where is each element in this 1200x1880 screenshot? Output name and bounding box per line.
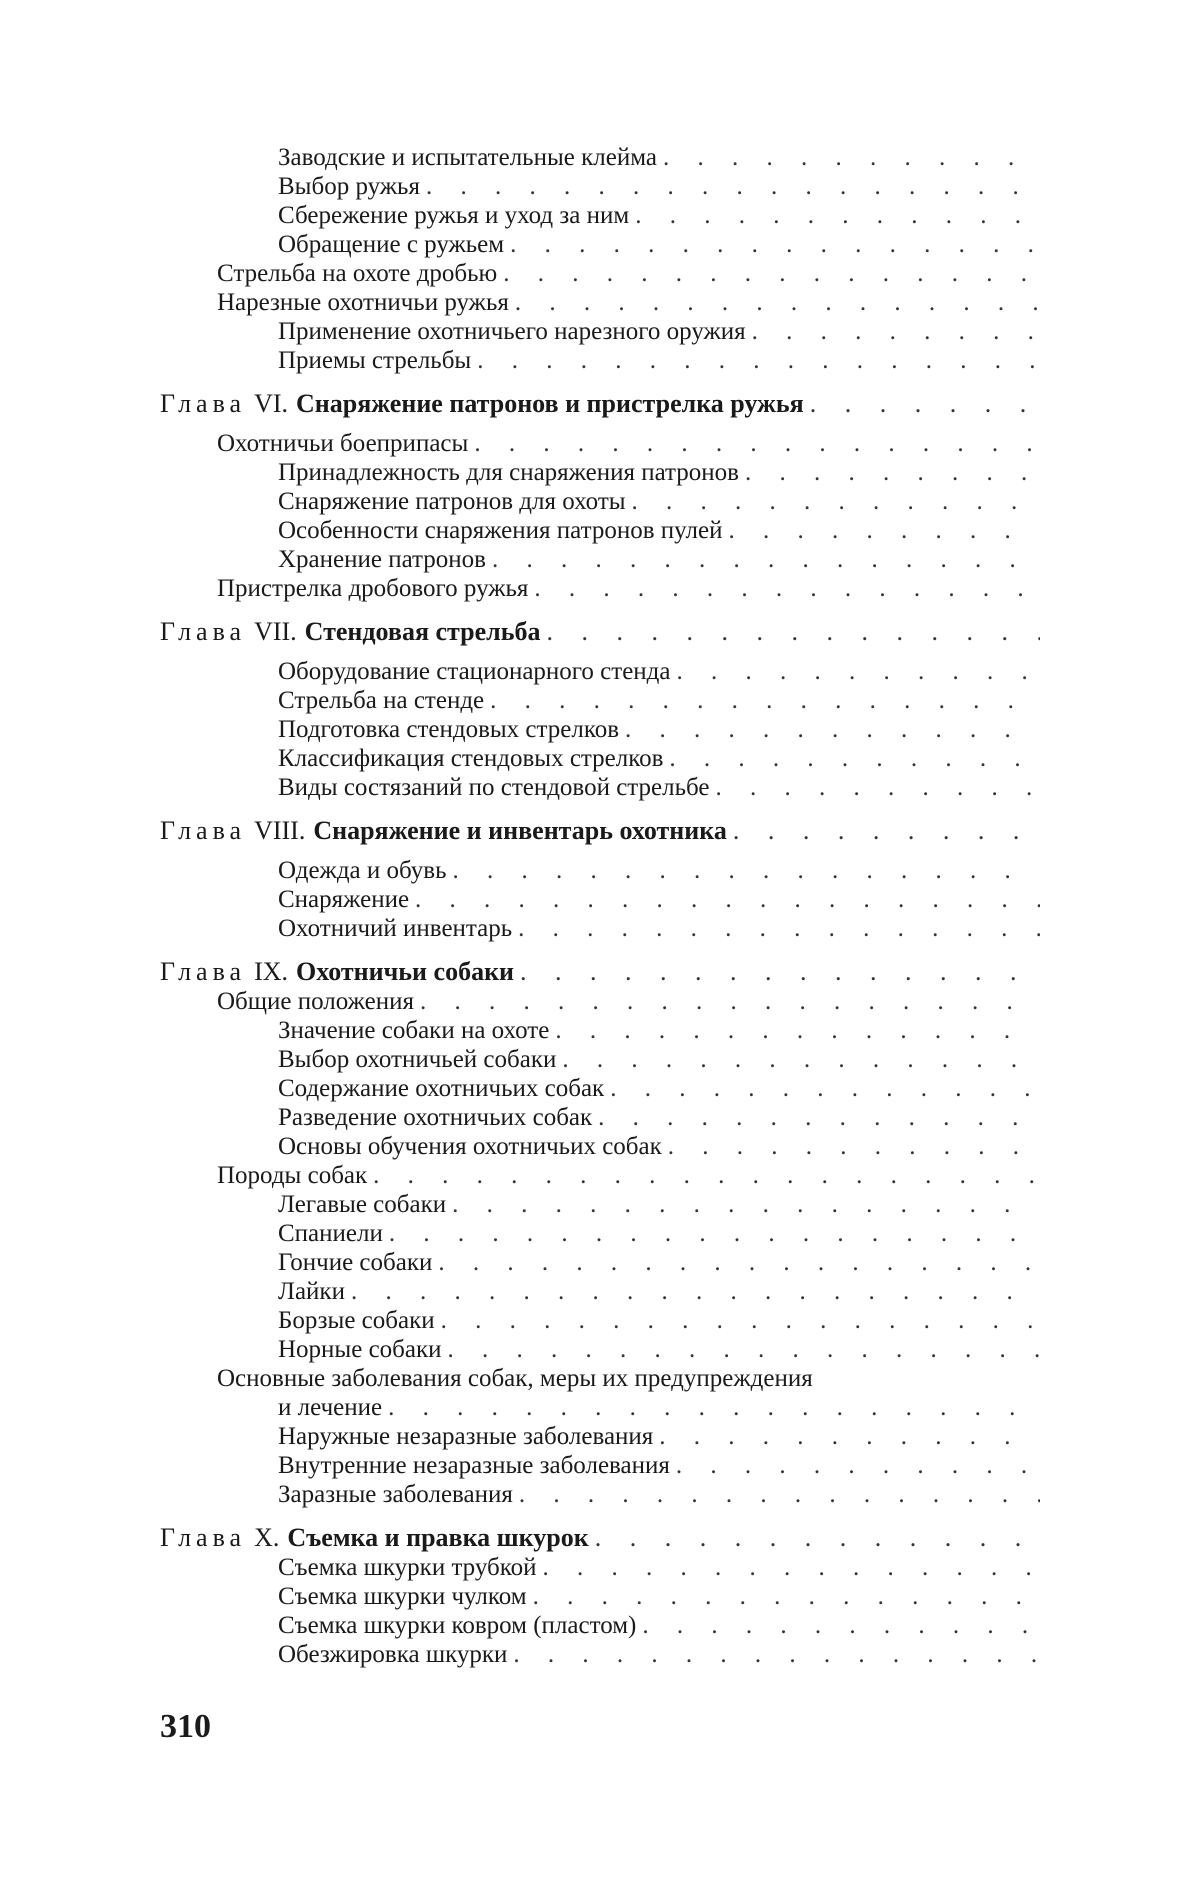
toc-entry-text: Значение собаки на охоте — [278, 1017, 550, 1044]
dot-leader — [562, 1045, 1040, 1074]
dot-leader — [595, 1523, 1040, 1553]
toc-entry-text: Охотничий инвентарь — [278, 915, 513, 942]
toc-entry — [160, 1248, 1040, 1277]
dot-leader — [668, 1132, 1040, 1161]
toc-entry — [160, 1335, 1040, 1364]
chapter-label: Глава — [160, 816, 247, 845]
chapter-heading-text — [160, 957, 514, 987]
toc-entry-text: Сбережение ружья и уход за ним — [278, 202, 630, 229]
chapter-heading — [160, 816, 1040, 846]
chapter-number: VI. — [254, 389, 289, 418]
toc-entry-text: Лайки — [278, 1278, 345, 1305]
dot-leader — [715, 773, 1040, 802]
dot-leader — [635, 201, 1040, 230]
toc-entry — [160, 201, 1040, 230]
dot-leader — [452, 1190, 1040, 1219]
toc-entry — [160, 1219, 1040, 1248]
chapter-label: Глава — [160, 1523, 247, 1552]
toc-entry-text: Съемка шкурки ковром (пластом) — [278, 1612, 637, 1639]
toc-entry — [160, 885, 1040, 914]
chapter-label: Глава — [160, 957, 247, 986]
toc-entry — [160, 1640, 1040, 1669]
dot-leader — [729, 516, 1040, 545]
dot-leader — [420, 987, 1040, 1016]
toc-entry — [160, 487, 1040, 516]
chapter-heading — [160, 389, 1040, 419]
toc-entry-text: Съемка шкурки трубкой — [278, 1554, 537, 1581]
toc-entry-text: Снаряжение патронов для охоты — [278, 488, 626, 515]
dot-leader — [510, 230, 1040, 259]
toc-entry-text: Заразные заболевания — [278, 1481, 513, 1508]
toc-entry — [160, 143, 1040, 172]
dot-leader — [663, 143, 1040, 172]
chapter-number: IX. — [254, 957, 289, 986]
toc-entry — [160, 1306, 1040, 1335]
toc-entry-text: Наружные незаразные заболевания — [278, 1423, 654, 1450]
toc-entry — [160, 1190, 1040, 1219]
toc-entry — [160, 1553, 1040, 1582]
toc-entry — [160, 744, 1040, 773]
dot-leader — [373, 1161, 1040, 1190]
toc-entry-text: Выбор ружья — [278, 173, 420, 200]
toc-entry — [160, 1393, 1040, 1422]
dot-leader — [474, 429, 1040, 458]
toc-entry — [160, 1016, 1040, 1045]
toc-entry-text: Выбор охотничьей собаки — [278, 1046, 557, 1073]
chapter-heading — [160, 1523, 1040, 1553]
toc-entry-text: Применение охотничьего нарезного оружия — [278, 318, 746, 345]
toc-entry — [160, 1611, 1040, 1640]
toc-entry-text: Оборудование стационарного стенда — [278, 658, 671, 685]
chapter-heading-text — [160, 1523, 589, 1553]
toc-entry-text: Снаряжение — [278, 886, 410, 913]
toc-entry-text: Одежда и обувь — [278, 857, 447, 884]
dot-leader — [490, 686, 1040, 715]
chapter-number: VII. — [254, 617, 297, 646]
toc-entry-text: Разведение охотничьих собак — [278, 1104, 593, 1131]
toc-entry — [160, 1364, 1040, 1393]
toc-entry-text: Стрельба на охоте дробью — [217, 260, 498, 287]
toc-entry — [160, 715, 1040, 744]
toc-entry-text: Гончие собаки — [278, 1249, 433, 1276]
toc-entry — [160, 346, 1040, 375]
dot-leader — [669, 744, 1040, 773]
toc-entry-text: Основы обучения охотничьих собак — [278, 1133, 662, 1160]
toc-entry — [160, 1451, 1040, 1480]
toc-entry — [160, 1582, 1040, 1611]
dot-leader — [632, 487, 1040, 516]
chapter-heading — [160, 617, 1040, 647]
toc-entry — [160, 288, 1040, 317]
toc-entry — [160, 230, 1040, 259]
dot-leader — [518, 914, 1040, 943]
chapter-heading — [160, 957, 1040, 987]
chapter-title: Снаряжение патронов и пристрелка ружья — [296, 389, 804, 418]
chapter-heading-text — [160, 816, 727, 846]
toc-entry — [160, 987, 1040, 1016]
chapter-title: Снаряжение и инвентарь охотника — [313, 816, 727, 845]
chapter-label: Глава — [160, 617, 247, 646]
dot-leader — [810, 389, 1040, 419]
chapter-heading-text — [160, 617, 540, 647]
toc-entry — [160, 545, 1040, 574]
toc-entry — [160, 1161, 1040, 1190]
toc-entry-text: Подготовка стендовых стрелков — [278, 716, 620, 743]
toc-entry-text: Нарезные охотничьи ружья — [217, 289, 509, 316]
chapter-title: Стендовая стрельба — [304, 617, 541, 646]
dot-leader — [448, 1335, 1040, 1364]
dot-leader — [415, 885, 1040, 914]
toc-entry — [160, 1103, 1040, 1132]
dot-leader — [598, 1103, 1040, 1132]
chapter-number: VIII. — [254, 816, 306, 845]
toc-entry — [160, 516, 1040, 545]
toc-entry — [160, 686, 1040, 715]
page-number: 310 — [160, 1708, 211, 1745]
toc-entry-text: Хранение патронов — [278, 546, 486, 573]
dot-leader — [515, 288, 1040, 317]
dot-leader — [677, 657, 1041, 686]
dot-leader — [503, 259, 1040, 288]
toc-entry — [160, 657, 1040, 686]
toc-entry-text: Особенности снаряжения патронов пулей — [278, 517, 723, 544]
dot-leader — [441, 1306, 1040, 1335]
toc-entry-text: Борзые собаки — [278, 1307, 435, 1334]
toc-entry-text: Общие положения — [217, 988, 414, 1015]
toc-entry — [160, 172, 1040, 201]
toc-entry-text: Обращение с ружьем — [278, 231, 505, 258]
toc-entry-text: Приемы стрельбы — [278, 347, 472, 374]
toc-entry — [160, 317, 1040, 346]
toc-entry — [160, 574, 1040, 603]
toc-entry — [160, 429, 1040, 458]
toc-entry-text: Классификация стендовых стрелков — [278, 745, 664, 772]
toc-entry-text: Основные заболевания собак, меры их предупреждения — [217, 1365, 813, 1392]
toc-entry-text: Заводские и испытательные клейма — [278, 144, 657, 171]
toc-entry — [160, 1074, 1040, 1103]
dot-leader — [533, 1582, 1040, 1611]
toc-entry — [160, 856, 1040, 885]
dot-leader — [351, 1277, 1040, 1306]
toc-entry — [160, 1277, 1040, 1306]
toc-entry-text: Принадлежность для снаряжения патронов — [278, 459, 739, 486]
dot-leader — [519, 1480, 1040, 1509]
toc-entry — [160, 458, 1040, 487]
dot-leader — [659, 1422, 1040, 1451]
dot-leader — [733, 816, 1040, 846]
chapter-number: X. — [254, 1523, 280, 1552]
chapter-title: Съемка и правка шкурок — [287, 1523, 589, 1552]
dot-leader — [546, 617, 1040, 647]
toc-entry-text: и лечение — [278, 1394, 383, 1421]
toc-entry-text: Внутренние незаразные заболевания — [278, 1452, 670, 1479]
dot-leader — [752, 317, 1040, 346]
dot-leader — [513, 1640, 1040, 1669]
dot-leader — [388, 1393, 1040, 1422]
dot-leader — [676, 1451, 1040, 1480]
toc-entry-text: Охотничьи боеприпасы — [217, 430, 469, 457]
dot-leader — [610, 1074, 1040, 1103]
dot-leader — [534, 574, 1040, 603]
dot-leader — [625, 715, 1040, 744]
toc-entry — [160, 1480, 1040, 1509]
toc-entry — [160, 1422, 1040, 1451]
toc-entry-text: Содержание охотничьих собак — [278, 1075, 605, 1102]
dot-leader — [520, 957, 1040, 987]
toc-entry-text: Породы собак — [217, 1162, 368, 1189]
toc-entry-text: Обезжировка шкурки — [278, 1641, 508, 1668]
toc-entry-text: Спаниели — [278, 1220, 383, 1247]
toc-entry-text: Съемка шкурки чулком — [278, 1583, 527, 1610]
table-of-contents — [160, 143, 1040, 1669]
toc-entry — [160, 1045, 1040, 1074]
toc-entry — [160, 914, 1040, 943]
toc-entry-text: Легавые собаки — [278, 1191, 447, 1218]
toc-entry-text: Виды состязаний по стендовой стрельбе — [278, 774, 710, 801]
dot-leader — [745, 458, 1040, 487]
dot-leader — [452, 856, 1040, 885]
toc-entry-text: Норные собаки — [278, 1336, 442, 1363]
dot-leader — [389, 1219, 1040, 1248]
toc-entry — [160, 773, 1040, 802]
chapter-heading-text — [160, 389, 804, 419]
toc-entry-text: Стрельба на стенде — [278, 687, 485, 714]
dot-leader — [477, 346, 1040, 375]
chapter-label: Глава — [160, 389, 247, 418]
dot-leader — [642, 1611, 1040, 1640]
dot-leader — [426, 172, 1040, 201]
dot-leader — [555, 1016, 1040, 1045]
dot-leader — [438, 1248, 1040, 1277]
toc-entry — [160, 259, 1040, 288]
chapter-title: Охотничьи собаки — [296, 957, 515, 986]
dot-leader — [492, 545, 1040, 574]
toc-entry — [160, 1132, 1040, 1161]
dot-leader — [543, 1553, 1041, 1582]
toc-entry-text: Пристрелка дробового ружья — [217, 575, 529, 602]
